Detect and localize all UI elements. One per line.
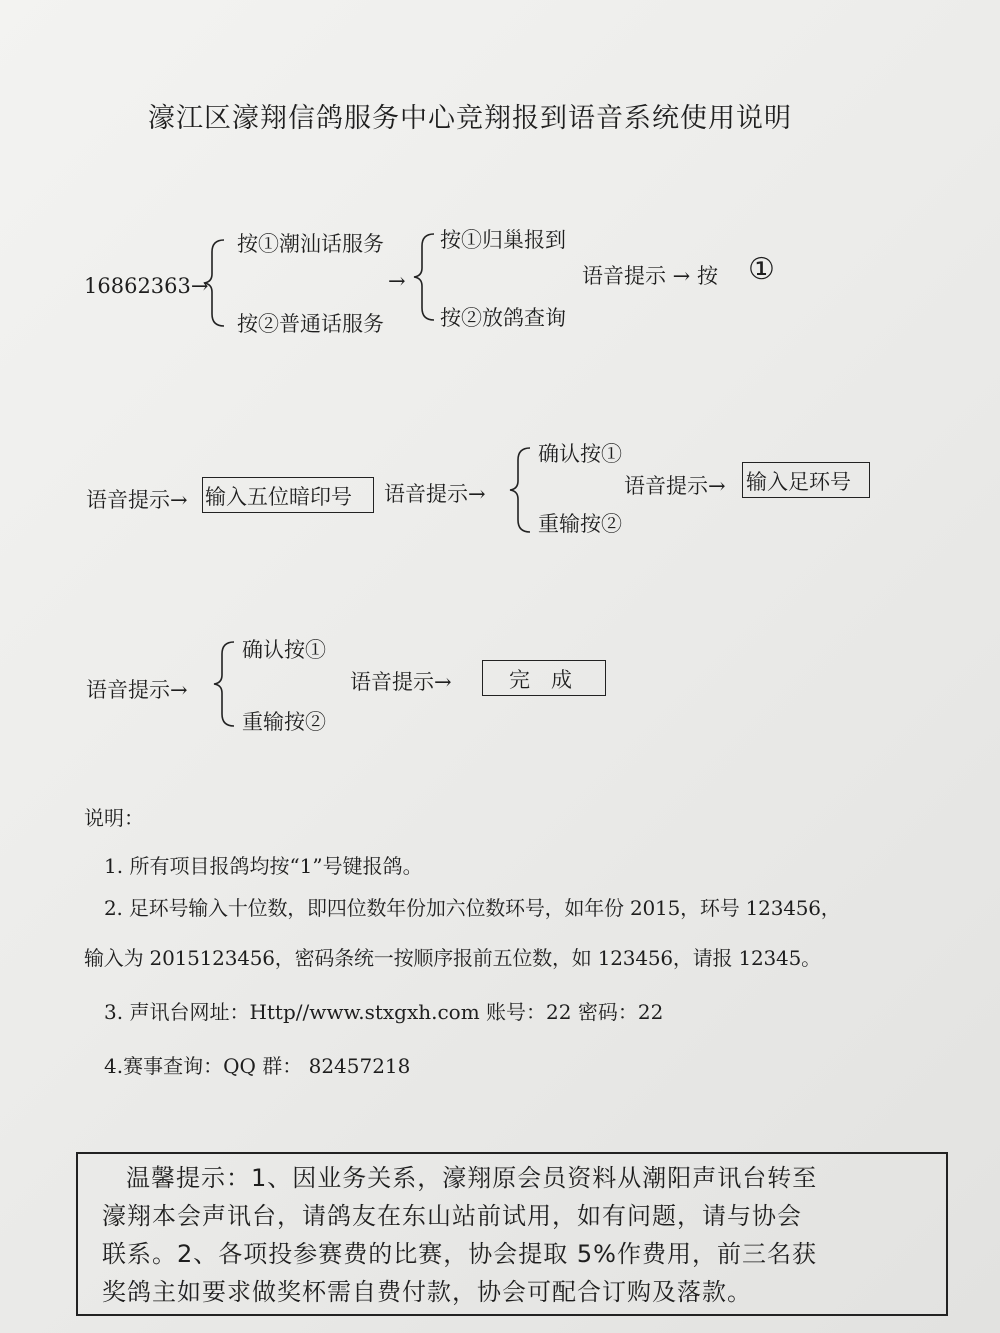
voice-prompt-press: 语音提示 → 按: [582, 264, 718, 288]
complete-box: [482, 660, 606, 696]
reenter-press-two-2: 重输按②: [242, 710, 326, 734]
voice-prompt-3b: 语音提示→: [350, 670, 452, 694]
option-homing-report: 按①归巢报到: [440, 228, 566, 252]
warm-tip-line-3: 联系。2、各项投参赛费的比赛，协会提取 5%作费用，前三名获: [102, 1240, 817, 1268]
voice-prompt-3a: 语音提示→: [86, 678, 188, 702]
note-item-2: 2. 足环号输入十位数，即四位数年份加六位数环号，如年份 2015，环号 123456，: [104, 896, 841, 920]
brace-1a: [202, 238, 228, 328]
key-one: ①: [748, 252, 775, 287]
warm-tip-box: [76, 1152, 948, 1316]
notes-heading: 说明：: [84, 806, 144, 830]
voice-prompt-2b: 语音提示→: [384, 482, 486, 506]
warm-tip-line-4: 奖鸽主如要求做奖杯需自费付款，协会可配合订购及落款。: [102, 1278, 752, 1306]
input-dark-mark-box: [202, 477, 374, 513]
option-release-query: 按②放鸽查询: [440, 306, 566, 330]
option-putonghua-service: 按②普通话服务: [237, 312, 384, 336]
brace-2: [508, 446, 534, 534]
note-item-3: 3. 声讯台网址：Http//www.stxgxh.com 账号：22 密码：22: [104, 1000, 664, 1024]
warm-tip-line-1: 温馨提示：1、因业务关系，濠翔原会员资料从潮阳声讯台转至: [126, 1164, 818, 1192]
hotline-number: 16862363→: [84, 274, 209, 298]
flow-arrow: →: [388, 269, 406, 293]
warm-tip-line-2: 濠翔本会声讯台，请鸽友在东山站前试用，如有问题，请与协会: [102, 1202, 802, 1230]
reenter-press-two: 重输按②: [538, 512, 622, 536]
page-title: 濠江区濠翔信鸽服务中心竞翔报到语音系统使用说明: [148, 103, 792, 134]
brace-1b: [412, 232, 438, 322]
brace-3: [212, 640, 238, 728]
voice-prompt-2c: 语音提示→: [624, 474, 726, 498]
input-ring-number-box: [742, 462, 870, 498]
confirm-press-one-2: 确认按①: [242, 638, 326, 662]
option-chaoshan-service: 按①潮汕话服务: [237, 232, 384, 256]
confirm-press-one: 确认按①: [538, 442, 622, 466]
note-item-1: 1. 所有项目报鸽均按“1”号键报鸽。: [104, 854, 423, 878]
complete-label: 完 成: [509, 668, 572, 692]
input-dark-mark-label: 输入五位暗印号: [205, 485, 352, 509]
input-ring-number-label: 输入足环号: [746, 470, 851, 494]
voice-prompt-2a: 语音提示→: [86, 488, 188, 512]
note-item-4: 4.赛事查询：QQ 群： 82457218: [104, 1054, 411, 1078]
note-item-2-continued: 输入为 2015123456，密码条统一按顺序报前五位数，如 123456，请报 12345。: [84, 946, 821, 970]
